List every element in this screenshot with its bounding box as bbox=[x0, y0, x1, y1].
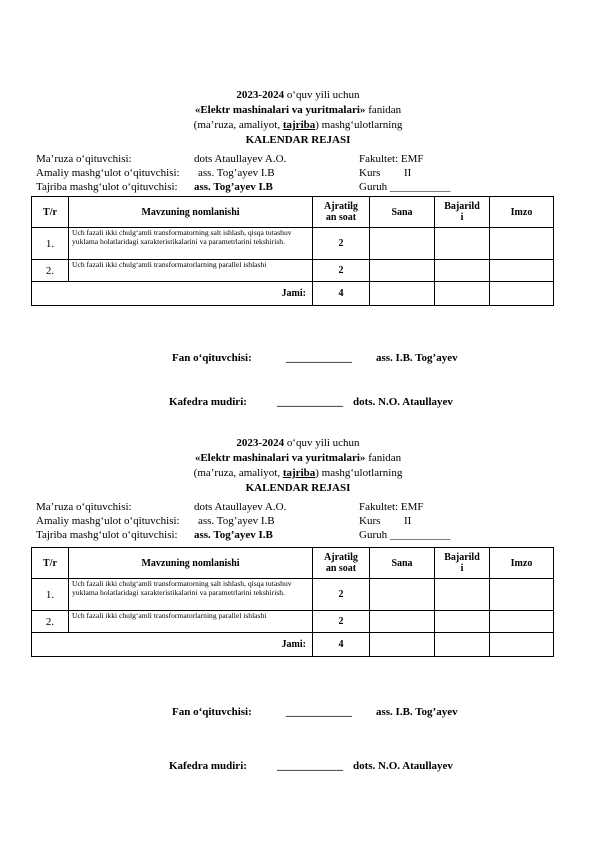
total-done-cell bbox=[435, 282, 490, 306]
head-signature-label: Kafedra mudiri: bbox=[169, 396, 247, 408]
lab-teacher-label: Tajriba mashg‘ulot o‘qituvchisi: bbox=[36, 529, 178, 541]
head-signature-line: ____________ bbox=[277, 396, 343, 408]
row-topic: Uch fazali ikki chulg‘amli transformatorning salt ishlash, qisqa tutashuv yuklama holatlaridagi xarakteristikalarini va parametrlarini tekshirish. bbox=[69, 579, 313, 611]
document-title: KALENDAR REJASI bbox=[245, 134, 351, 146]
col-header-date: Sana bbox=[370, 197, 435, 228]
document-title: KALENDAR REJASI bbox=[245, 482, 351, 494]
row-number: 1. bbox=[32, 579, 69, 611]
table-row bbox=[32, 260, 554, 282]
academic-year-line: 2023-2024 o‘quv yili uchun bbox=[236, 89, 360, 101]
col-header-date: Sana bbox=[370, 548, 435, 579]
faculty-field: Fakultet: EMF bbox=[359, 501, 424, 513]
lecture-teacher-label: Ma’ruza o‘qituvchisi: bbox=[36, 153, 132, 165]
row-number: 2. bbox=[32, 260, 69, 282]
row-date-cell bbox=[370, 579, 435, 611]
row-date-cell bbox=[370, 228, 435, 260]
row-date-cell bbox=[370, 611, 435, 633]
total-date-cell bbox=[370, 282, 435, 306]
teacher-signature-line: ____________ bbox=[286, 352, 352, 364]
course-label: Kurs bbox=[359, 515, 381, 527]
row-done-cell bbox=[435, 260, 490, 282]
row-sign-cell bbox=[490, 579, 554, 611]
row-done-cell bbox=[435, 579, 490, 611]
subject-line: «Elektr mashinalari va yuritmalari» fanidan bbox=[194, 104, 402, 116]
col-header-num: T/r bbox=[32, 197, 69, 228]
total-value: 4 bbox=[313, 282, 370, 306]
total-label: Jami: bbox=[32, 282, 313, 306]
faculty-field: Fakultet: EMF bbox=[359, 153, 424, 165]
subject-line: «Elektr mashinalari va yuritmalari» fanidan bbox=[194, 452, 402, 464]
group-field: Guruh ___________ bbox=[359, 181, 451, 193]
teacher-signature-label: Fan o‘qituvchisi: bbox=[172, 352, 252, 364]
lecture-teacher-name: dots Ataullayev A.O. bbox=[194, 153, 287, 165]
col-header-sign: Imzo bbox=[490, 197, 554, 228]
lab-teacher-name: ass. Tog’ayev I.B bbox=[194, 181, 273, 193]
col-header-topic: Mavzuning nomlanishi bbox=[69, 197, 313, 228]
row-topic: Uch fazali ikki chulg‘amli transformatorlarning parallel ishlashi bbox=[69, 260, 313, 282]
col-header-hours: Ajratilg an soat bbox=[313, 197, 370, 228]
col-header-sign: Imzo bbox=[490, 548, 554, 579]
total-sign-cell bbox=[490, 282, 554, 306]
lecture-teacher-name: dots Ataullayev A.O. bbox=[194, 501, 287, 513]
row-sign-cell bbox=[490, 611, 554, 633]
head-name: dots. N.O. Ataullayev bbox=[353, 396, 453, 408]
table-total-row bbox=[32, 282, 554, 306]
teacher-signature-label: Fan o‘qituvchisi: bbox=[172, 706, 252, 718]
total-date-cell bbox=[370, 633, 435, 657]
col-header-topic: Mavzuning nomlanishi bbox=[69, 548, 313, 579]
col-header-num: T/r bbox=[32, 548, 69, 579]
lab-teacher-label: Tajriba mashg‘ulot o‘qituvchisi: bbox=[36, 181, 178, 193]
course-label: Kurs bbox=[359, 167, 381, 179]
head-signature-label: Kafedra mudiri: bbox=[169, 760, 247, 772]
col-header-hours: Ajratilg an soat bbox=[313, 548, 370, 579]
academic-year-line: 2023-2024 o‘quv yili uchun bbox=[236, 437, 360, 449]
row-sign-cell bbox=[490, 228, 554, 260]
teacher-name: ass. I.B. Tog’ayev bbox=[376, 706, 458, 718]
head-signature-line: ____________ bbox=[277, 760, 343, 772]
table-row bbox=[32, 611, 554, 633]
total-sign-cell bbox=[490, 633, 554, 657]
total-value: 4 bbox=[313, 633, 370, 657]
session-type-line: (ma’ruza, amaliyot, tajriba) mashg‘ulotlarning bbox=[193, 467, 403, 479]
row-date-cell bbox=[370, 260, 435, 282]
row-topic: Uch fazali ikki chulg‘amli transformatorlarning parallel ishlashi bbox=[69, 611, 313, 633]
lab-teacher-name: ass. Tog’ayev I.B bbox=[194, 529, 273, 541]
teacher-signature-line: ____________ bbox=[286, 706, 352, 718]
table-header-row bbox=[32, 197, 554, 228]
practice-teacher-label: Amaliy mashg‘ulot o‘qituvchisi: bbox=[36, 167, 180, 179]
row-hours: 2 bbox=[313, 611, 370, 633]
practice-teacher-name: ass. Tog’ayev I.B bbox=[198, 515, 275, 527]
course-value: II bbox=[404, 167, 412, 179]
course-value: II bbox=[404, 515, 412, 527]
row-done-cell bbox=[435, 611, 490, 633]
row-sign-cell bbox=[490, 260, 554, 282]
calendar-table bbox=[31, 196, 554, 306]
practice-teacher-label: Amaliy mashg‘ulot o‘qituvchisi: bbox=[36, 515, 180, 527]
table-row bbox=[32, 579, 554, 611]
row-hours: 2 bbox=[313, 579, 370, 611]
teacher-name: ass. I.B. Tog’ayev bbox=[376, 352, 458, 364]
group-field: Guruh ___________ bbox=[359, 529, 451, 541]
head-name: dots. N.O. Ataullayev bbox=[353, 760, 453, 772]
col-header-done: Bajarild i bbox=[435, 197, 490, 228]
session-type-line: (ma’ruza, amaliyot, tajriba) mashg‘ulotlarning bbox=[193, 119, 403, 131]
row-number: 1. bbox=[32, 228, 69, 260]
lecture-teacher-label: Ma’ruza o‘qituvchisi: bbox=[36, 501, 132, 513]
calendar-table bbox=[31, 547, 554, 657]
table-header-row bbox=[32, 548, 554, 579]
row-number: 2. bbox=[32, 611, 69, 633]
col-header-done: Bajarild i bbox=[435, 548, 490, 579]
practice-teacher-name: ass. Tog’ayev I.B bbox=[198, 167, 275, 179]
table-row bbox=[32, 228, 554, 260]
row-done-cell bbox=[435, 228, 490, 260]
row-topic: Uch fazali ikki chulg‘amli transformatorning salt ishlash, qisqa tutashuv yuklama holatlaridagi xarakteristikalarini va parametrlarini tekshirish. bbox=[69, 228, 313, 260]
calendar-plan-block-2 bbox=[0, 348, 596, 842]
total-label: Jami: bbox=[32, 633, 313, 657]
row-hours: 2 bbox=[313, 260, 370, 282]
total-done-cell bbox=[435, 633, 490, 657]
row-hours: 2 bbox=[313, 228, 370, 260]
table-total-row bbox=[32, 633, 554, 657]
